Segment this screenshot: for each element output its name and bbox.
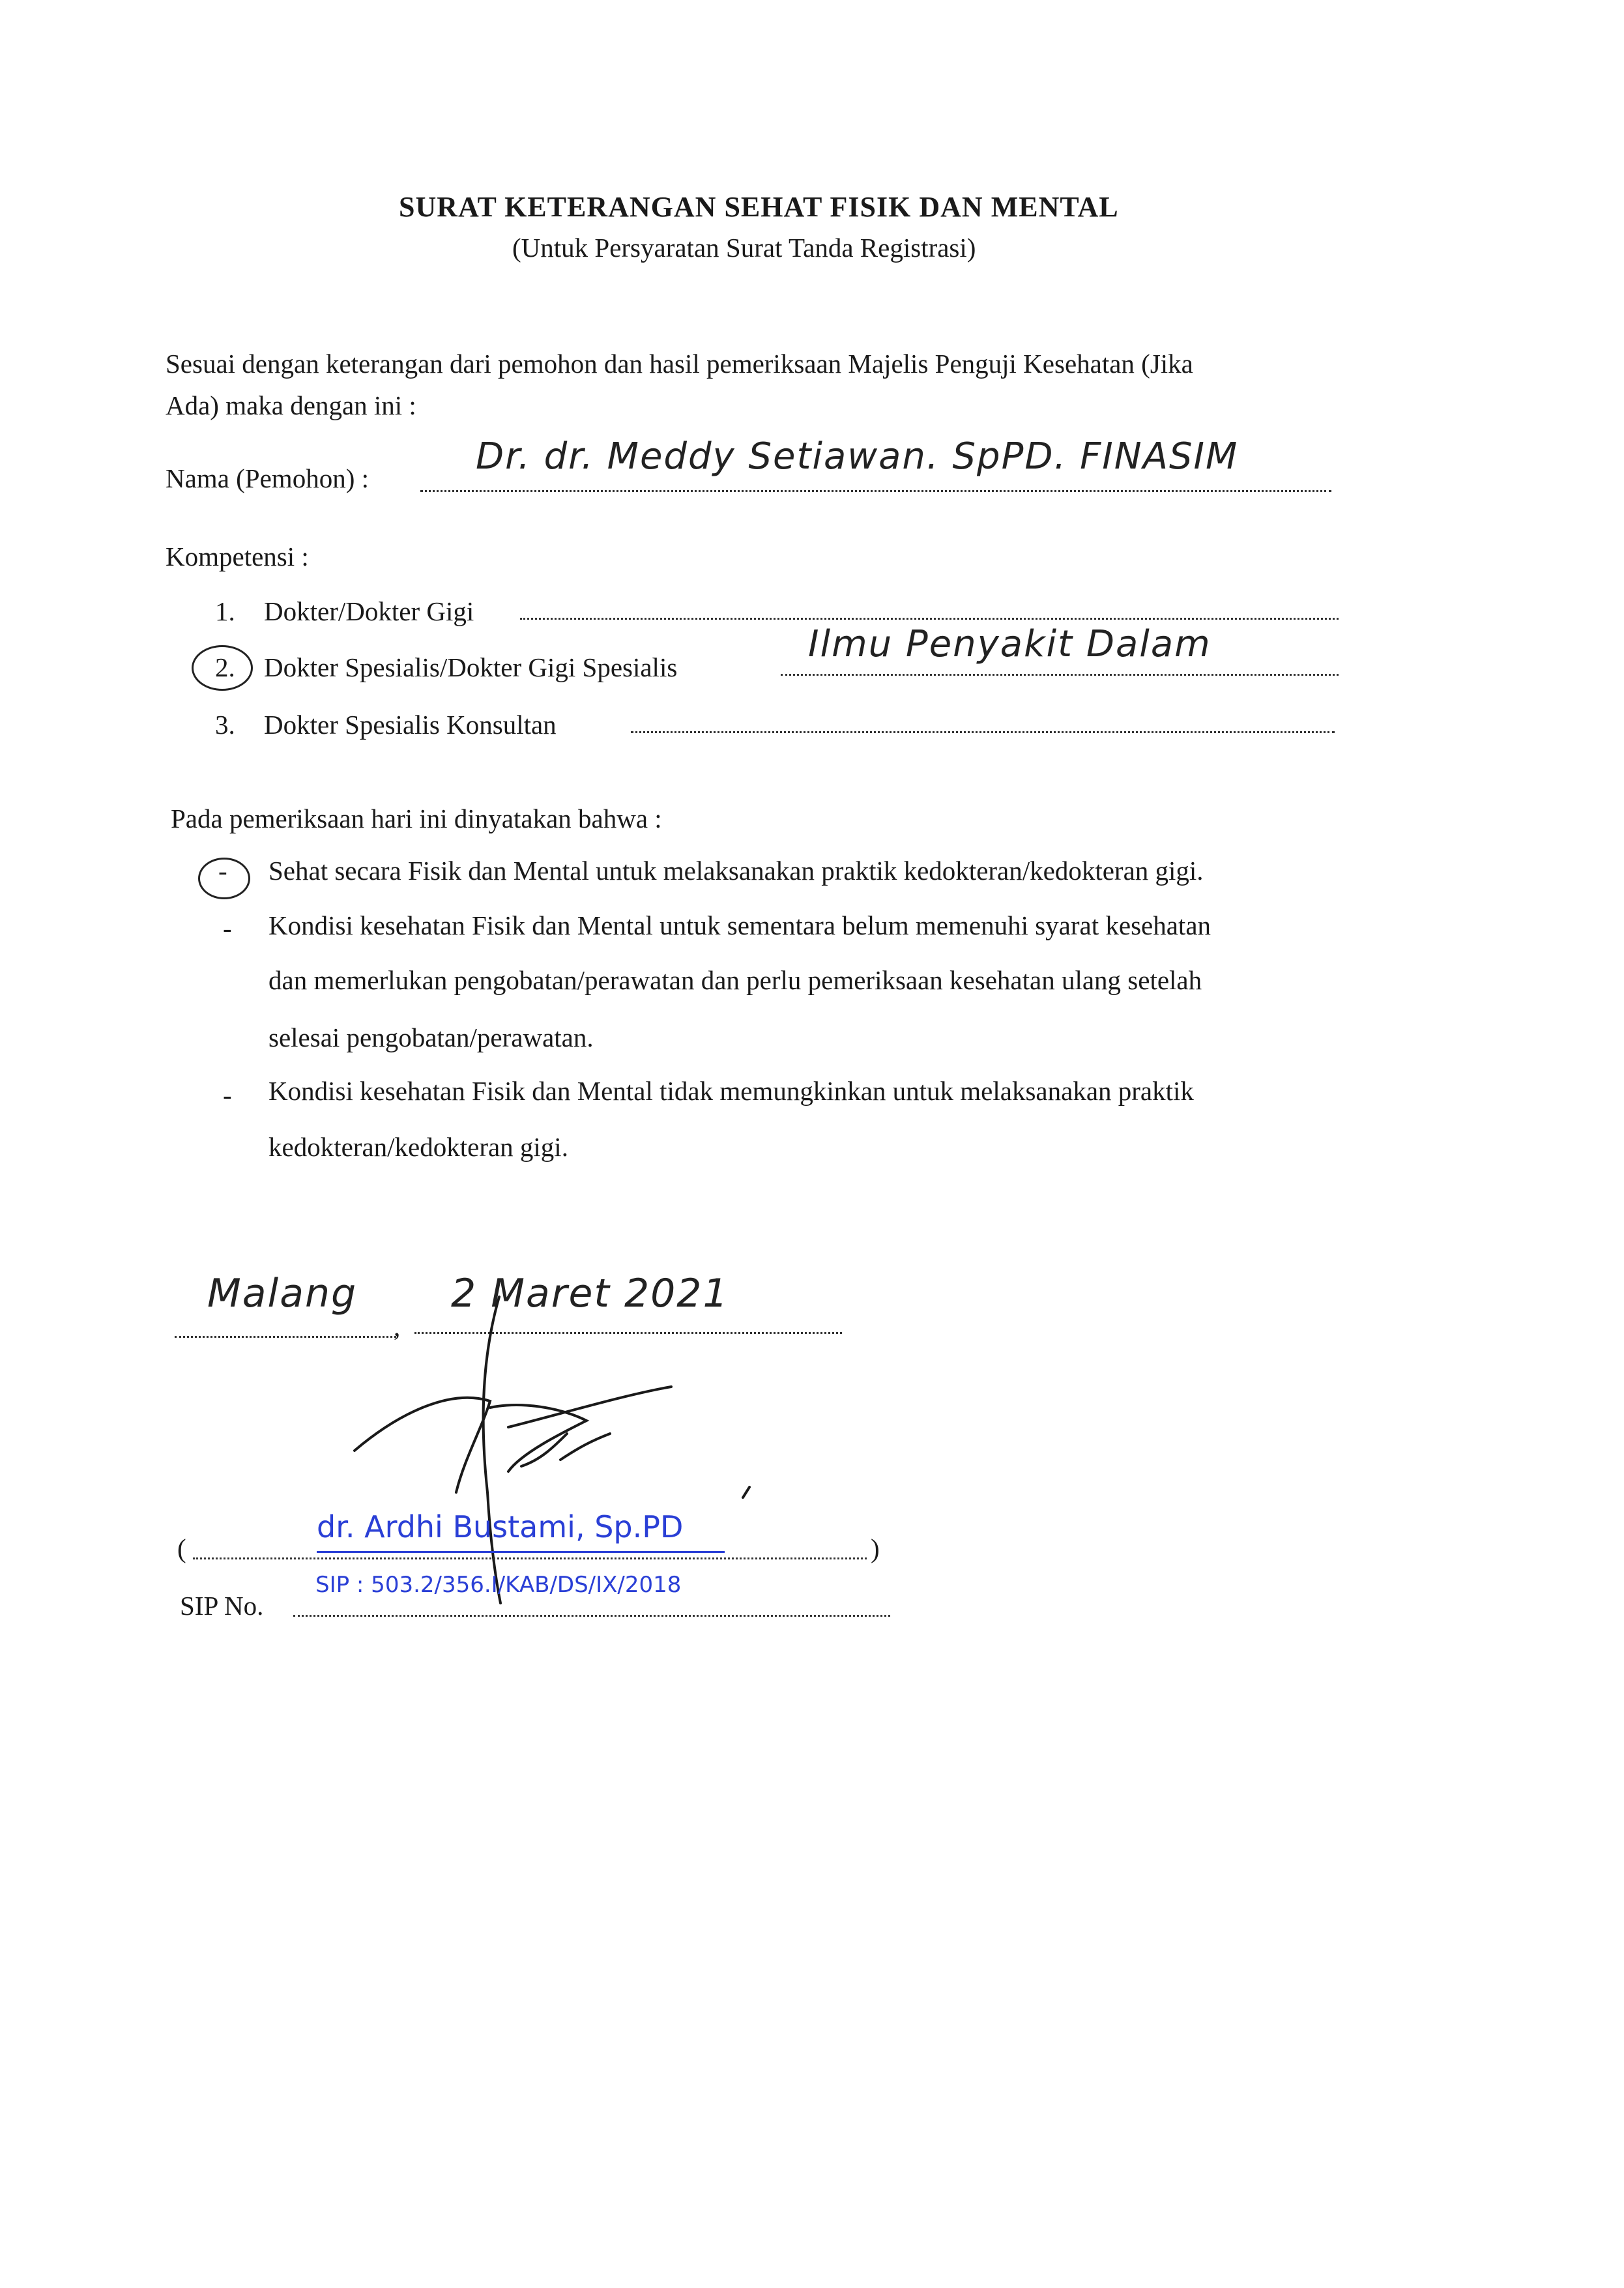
kompetensi-label-1: Dokter/Dokter Gigi [264, 596, 474, 626]
sip-dotted-line [293, 1615, 890, 1617]
sip-label: SIP No. [180, 1591, 264, 1621]
statement-marker-3: - [223, 1080, 232, 1110]
statement-marker-2: - [223, 913, 232, 943]
name-dotted-line [193, 1557, 867, 1559]
open-paren: ( [177, 1533, 186, 1563]
document-subtitle: (Untuk Persyaratan Surat Tanda Registrasi) [512, 233, 976, 263]
statement-2-line-3: selesai pengobatan/perawatan. [268, 1022, 594, 1052]
statement-1-line-1: Sehat secara Fisik dan Mental untuk melaksanakan praktik kedokteran/kedokteran gigi. [268, 856, 1204, 886]
kompetensi-handwritten-value-2: Ilmu Penyakit Dalam [808, 623, 1211, 665]
statement-2-line-2: dan memerlukan pengobatan/perawatan dan perlu pemeriksaan kesehatan ulang setelah [268, 965, 1202, 995]
statement-marker-1: - [218, 856, 227, 886]
statement-3-line-1: Kondisi kesehatan Fisik dan Mental tidak memungkinkan untuk melaksanakan praktik [268, 1076, 1194, 1106]
statement-2-line-1: Kondisi kesehatan Fisik dan Mental untuk sementara belum memenuhi syarat kesehatan [268, 910, 1211, 940]
document-title: SURAT KETERANGAN SEHAT FISIK DAN MENTAL [399, 191, 1119, 223]
intro-line-2: Ada) maka dengan ini : [166, 390, 416, 420]
nama-handwritten-value: Dr. dr. Meddy Setiawan. SpPD. FINASIM [476, 435, 1239, 478]
pemeriksaan-label: Pada pemeriksaan hari ini dinyatakan bahwa : [171, 804, 662, 833]
nama-label: Nama (Pemohon) : [166, 463, 369, 493]
place-date-comma: , [394, 1312, 401, 1342]
date-handwritten-value: 2 Maret 2021 [451, 1271, 729, 1316]
place-handwritten-value: Malang [207, 1271, 358, 1316]
doctor-name-stamp: dr. Ardhi Bustami, Sp.PD [317, 1509, 684, 1544]
sip-stamp: SIP : 503.2/356.I/KAB/DS/IX/2018 [315, 1572, 682, 1598]
intro-line-1: Sesuai dengan keterangan dari pemohon dan hasil pemeriksaan Majelis Penguji Kesehatan (Jika [166, 349, 1193, 379]
doctor-name-stamp-underline [317, 1551, 725, 1553]
statement-3-line-2: kedokteran/kedokteran gigi. [268, 1132, 568, 1162]
kompetensi-label-2: Dokter Spesialis/Dokter Gigi Spesialis [264, 652, 678, 682]
kompetensi-label: Kompetensi : [166, 542, 309, 572]
kompetensi-number-2: 2. [215, 652, 235, 682]
kompetensi-number-1: 1. [215, 596, 235, 626]
close-paren: ) [871, 1533, 880, 1563]
kompetensi-label-3: Dokter Spesialis Konsultan [264, 710, 557, 740]
kompetensi-number-3: 3. [215, 710, 235, 740]
